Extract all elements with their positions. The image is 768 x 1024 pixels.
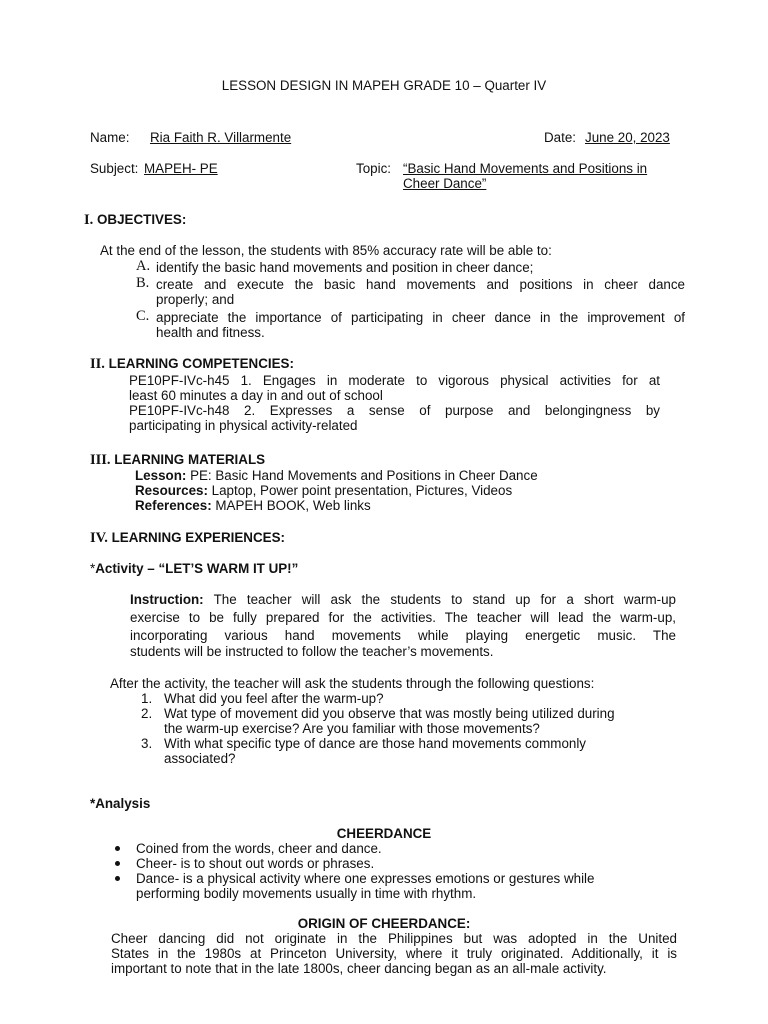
instruction-label: Instruction: bbox=[130, 592, 204, 607]
question-2-line1: Wat type of movement did you observe that was mostly being utilized during bbox=[164, 706, 615, 721]
objective-a-line1: identify the basic hand movements and position in cheer dance; bbox=[156, 260, 534, 275]
origin-line-1: Cheer dancing did not originate in the Philippines but was adopted in the United bbox=[111, 931, 677, 946]
objective-b-line2: properly; and bbox=[156, 292, 235, 307]
bullet-dot-3 bbox=[115, 876, 120, 881]
materials-heading bbox=[90, 452, 265, 468]
date-value: June 20, 2023 bbox=[585, 130, 670, 145]
objectives-heading-text: OBJECTIVES: bbox=[97, 212, 187, 227]
competency-line-1: PE10PF-IVc-h45 1. Engages in moderate to vigorous physical activities for at bbox=[129, 373, 660, 388]
resources-value: Laptop, Power point presentation, Pictures, Videos bbox=[207, 483, 513, 498]
objective-b-line1: create and execute the basic hand movements and positions in cheer dance bbox=[156, 277, 685, 292]
bullet-2-text: Cheer- is to shout out words or phrases. bbox=[136, 856, 375, 871]
instruction-text-1: The teacher will ask the students to stand up for a short warm-up bbox=[203, 592, 676, 607]
name-label: Name: bbox=[90, 130, 130, 145]
experiences-heading-text: LEARNING EXPERIENCES: bbox=[111, 530, 285, 545]
competencies-heading bbox=[90, 356, 294, 372]
instruction-line-4: students will be instructed to follow the teacher’s movements. bbox=[130, 644, 494, 659]
activity-prefix: * bbox=[90, 561, 96, 576]
question-2-line2: the warm-up exercise? Are you familiar with those movements? bbox=[164, 721, 540, 736]
objective-letter-c: C. bbox=[136, 308, 150, 324]
question-3-line2: associated? bbox=[164, 751, 236, 766]
origin-heading: ORIGIN OF CHEERDANCE: bbox=[297, 916, 471, 931]
instruction-line-1 bbox=[130, 591, 676, 609]
objective-letter-a: A. bbox=[136, 258, 151, 274]
bullet-dot-2 bbox=[115, 861, 120, 866]
references-label: References: bbox=[135, 498, 212, 513]
instruction-line-2: exercise to be fully prepared for the activities. The teacher will lead the warm-up, bbox=[130, 610, 676, 625]
question-1-number: 1. bbox=[141, 691, 153, 706]
question-3-number: 3. bbox=[141, 736, 153, 751]
cheerdance-heading: CHEERDANCE bbox=[336, 826, 432, 841]
objectives-intro: At the end of the lesson, the students with 85% accuracy rate will be able to: bbox=[100, 243, 552, 258]
references-value: MAPEH BOOK, Web links bbox=[211, 498, 371, 513]
materials-lesson bbox=[135, 468, 538, 483]
objective-c-line2: health and fitness. bbox=[156, 325, 265, 340]
topic-label: Topic: bbox=[356, 161, 391, 176]
topic-value-line2: Cheer Dance” bbox=[403, 176, 487, 191]
lesson-value: PE: Basic Hand Movements and Positions in Cheer Dance bbox=[186, 468, 538, 483]
bullet-1-text: Coined from the words, cheer and dance. bbox=[136, 841, 382, 856]
competencies-numeral: II. bbox=[90, 356, 105, 372]
name-value: Ria Faith R. Villarmente bbox=[150, 130, 292, 145]
analysis-heading: *Analysis bbox=[90, 796, 151, 811]
materials-numeral: III. bbox=[90, 452, 111, 468]
question-1-text: What did you feel after the warm-up? bbox=[164, 691, 384, 706]
materials-resources bbox=[135, 483, 512, 498]
activity-title-text: Activity – “LET’S WARM IT UP!” bbox=[95, 561, 299, 576]
bullet-dot-1 bbox=[115, 846, 120, 851]
materials-heading-text: LEARNING MATERIALS bbox=[114, 452, 266, 467]
question-3-line1: With what specific type of dance are those hand movements commonly bbox=[164, 736, 587, 751]
objectives-heading bbox=[84, 212, 186, 228]
experiences-numeral: IV. bbox=[90, 530, 108, 546]
origin-line-3: important to note that in the late 1800s, cheer dancing began as an all-male activity. bbox=[111, 961, 607, 976]
bullet-3-line1: Dance- is a physical activity where one expresses emotions or gestures while bbox=[136, 871, 595, 886]
competency-line-3: PE10PF-IVc-h48 2. Expresses a sense of purpose and belongingness by bbox=[129, 403, 660, 418]
competencies-heading-text: LEARNING COMPETENCIES: bbox=[108, 356, 294, 371]
experiences-heading bbox=[90, 530, 285, 546]
objective-c-line1: appreciate the importance of participating in cheer dance in the improvement of bbox=[156, 310, 685, 325]
after-activity-intro: After the activity, the teacher will ask the students through the following questions: bbox=[110, 676, 595, 691]
competency-line-2: least 60 minutes a day in and out of school bbox=[129, 388, 383, 403]
date-label: Date: bbox=[544, 130, 577, 145]
origin-line-2: States in the 1980s at Princeton University, where it truly originated. Additionally, it is bbox=[111, 946, 677, 961]
lesson-label: Lesson: bbox=[135, 468, 187, 483]
resources-label: Resources: bbox=[135, 483, 208, 498]
bullet-3-line2: performing bodily movements usually in time with rhythm. bbox=[136, 886, 477, 901]
objectives-numeral: I. bbox=[84, 212, 94, 228]
instruction-line-3: incorporating various hand movements while playing energetic music. The bbox=[130, 628, 676, 643]
objective-letter-b: B. bbox=[136, 275, 150, 291]
activity-title bbox=[90, 561, 298, 576]
document-title: LESSON DESIGN IN MAPEH GRADE 10 – Quarter IV bbox=[221, 78, 547, 93]
subject-value: MAPEH- PE bbox=[144, 161, 218, 176]
topic-value-line1: “Basic Hand Movements and Positions in bbox=[403, 161, 648, 176]
competency-line-4: participating in physical activity-related bbox=[129, 418, 358, 433]
question-2-number: 2. bbox=[141, 706, 153, 721]
subject-label: Subject: bbox=[90, 161, 139, 176]
materials-references bbox=[135, 498, 371, 513]
